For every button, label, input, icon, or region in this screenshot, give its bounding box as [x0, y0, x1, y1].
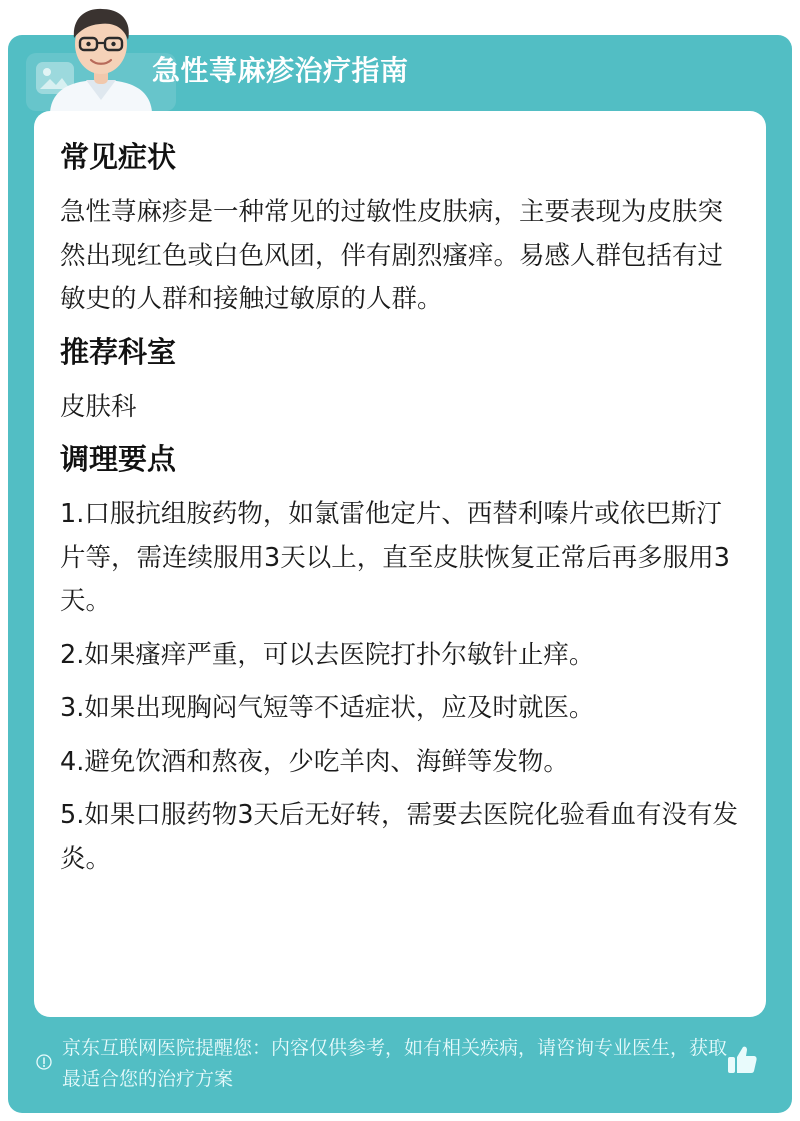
symptoms-title: 常见症状	[60, 140, 177, 174]
doctor-avatar-icon	[44, 0, 158, 112]
thumbs-up-icon[interactable]	[726, 1044, 758, 1076]
care-item: 3.如果出现胸闷气短等不适症状，应及时就医。	[60, 693, 595, 723]
department-title: 推荐科室	[60, 334, 177, 369]
footer-notice-text: 京东互联网医院提醒您：内容仅供参考，如有相关疾病，请咨询专业医生，获取最适合您的治疗方案	[62, 1037, 728, 1090]
care-list	[60, 493, 744, 881]
care-item: 2.如果瘙痒严重，可以去医院打扑尔敏针止痒。	[60, 639, 595, 670]
department-section	[60, 332, 744, 430]
content-card	[34, 111, 766, 1017]
page-title: 急性荨麻疹治疗指南	[152, 54, 409, 87]
card-content	[60, 137, 744, 881]
care-item: 4.避免饮酒和熬夜，少吃羊肉、海鲜等发物。	[60, 746, 569, 777]
department-body: 皮肤科	[60, 391, 137, 422]
info-icon	[36, 1054, 52, 1070]
care-item: 1.口服抗组胺药物，如氯雷他定片、西替利嗪片或依巴斯汀片等，需连续服用3天以上，直至皮肤恢复正常后再多服用3天。	[60, 499, 730, 616]
care-section	[60, 439, 744, 881]
symptoms-body: 急性荨麻疹是一种常见的过敏性皮肤病，主要表现为皮肤突然出现红色或白色风团，伴有剧烈瘙痒。易感人群包括有过敏史的人群和接触过敏原的人群。	[60, 197, 724, 314]
care-item: 5.如果口服药物3天后无好转，需要去医院化验看血有没有发炎。	[60, 800, 739, 874]
care-title: 调理要点	[60, 442, 177, 476]
symptoms-section	[60, 137, 744, 322]
